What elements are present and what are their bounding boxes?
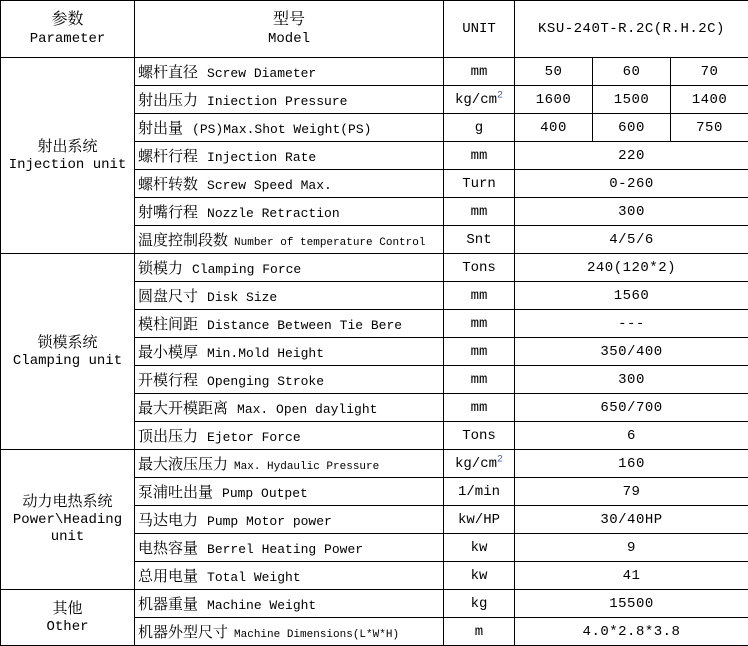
- param-label-cell: [135, 506, 444, 534]
- unit-cell: 1/min: [444, 478, 515, 506]
- value-cell-1: 60: [593, 58, 671, 86]
- header-model-zh: 型号: [135, 10, 443, 30]
- value-cell-0: 50: [515, 58, 593, 86]
- value-cell-merged: 4.0*2.8*3.8: [515, 618, 748, 646]
- table-row-injection-unit-0: [1, 58, 748, 86]
- group-cell-clamping-unit: [1, 254, 135, 450]
- table-row-power-heating-unit-0: [1, 450, 748, 478]
- value-cell-merged: 6: [515, 422, 748, 450]
- unit-superscript: 2: [497, 454, 503, 465]
- param-label-en: Distance Between Tie Bere: [207, 318, 402, 333]
- unit-cell: kw: [444, 562, 515, 590]
- value-cell-merged: 79: [515, 478, 748, 506]
- param-label-cell: [135, 226, 444, 254]
- param-label-cell: [135, 170, 444, 198]
- param-label-en: Machine Dimensions(L*W*H): [234, 629, 399, 641]
- value-cell-merged: 650/700: [515, 394, 748, 422]
- unit-cell: kw/HP: [444, 506, 515, 534]
- param-label-cell: [135, 58, 444, 86]
- param-label-cell: [135, 394, 444, 422]
- unit-cell: $kg/cm^2$: [444, 450, 515, 478]
- param-label-en: (PS)Max.Shot Weight(PS): [192, 122, 371, 137]
- param-label-zh: 顶出压力: [138, 429, 198, 446]
- value-cell-merged: 1560: [515, 282, 748, 310]
- unit-cell: Tons: [444, 254, 515, 282]
- unit-cell: mm: [444, 282, 515, 310]
- param-label-en: Openging Stroke: [207, 374, 324, 389]
- param-label-cell: [135, 142, 444, 170]
- param-label-en: Max. Open daylight: [237, 402, 377, 417]
- value-cell-merged: 15500: [515, 590, 748, 618]
- param-label-zh: 射嘴行程: [138, 205, 198, 222]
- group-cell-power-heating-unit: [1, 450, 135, 590]
- group-label-zh: 锁模系统: [1, 334, 134, 353]
- value-cell-merged: 220: [515, 142, 748, 170]
- param-label-en: Berrel Heating Power: [207, 542, 363, 557]
- value-cell-2: 750: [671, 114, 748, 142]
- header-parameter-cell: [1, 1, 135, 58]
- param-label-cell: [135, 254, 444, 282]
- value-cell-1: 600: [593, 114, 671, 142]
- param-label-en: Pump Outpet: [222, 486, 308, 501]
- unit-cell: $kg/cm^2$: [444, 86, 515, 114]
- param-label-zh: 总用电量: [138, 569, 198, 586]
- group-label-zh: 射出系统: [1, 138, 134, 157]
- unit-cell: mm: [444, 198, 515, 226]
- value-cell-merged: 160: [515, 450, 748, 478]
- value-cell-merged: 300: [515, 366, 748, 394]
- unit-cell: Snt: [444, 226, 515, 254]
- group-label-en: Other: [1, 619, 134, 636]
- param-label-zh: 锁模力: [138, 261, 183, 278]
- param-label-cell: [135, 422, 444, 450]
- header-model-value-cell: KSU-240T-R.2C(R.H.2C): [515, 1, 748, 58]
- param-label-en: Injection Rate: [207, 150, 316, 165]
- table-row-clamping-unit-0: [1, 254, 748, 282]
- param-label-zh: 机器外型尺寸: [138, 625, 228, 642]
- param-label-zh: 机器重量: [138, 597, 198, 614]
- group-label-en: Clamping unit: [1, 353, 134, 370]
- param-label-en: Iniection Pressure: [207, 94, 347, 109]
- value-cell-1: 1500: [593, 86, 671, 114]
- group-label-zh: 动力电热系统: [1, 493, 134, 512]
- header-parameter-en: Parameter: [1, 30, 134, 48]
- unit-cell: g: [444, 114, 515, 142]
- param-label-cell: [135, 198, 444, 226]
- value-cell-merged: 9: [515, 534, 748, 562]
- table-row-other-0: [1, 590, 748, 618]
- group-cell-injection-unit: [1, 58, 135, 254]
- unit-cell: kw: [444, 534, 515, 562]
- param-label-en: Ejetor Force: [207, 430, 301, 445]
- param-label-zh: 螺杆行程: [138, 149, 198, 166]
- param-label-cell: [135, 366, 444, 394]
- unit-cell: mm: [444, 394, 515, 422]
- unit-cell: Turn: [444, 170, 515, 198]
- unit-cell: kg: [444, 590, 515, 618]
- param-label-cell: [135, 282, 444, 310]
- value-cell-merged: 41: [515, 562, 748, 590]
- unit-cell: Tons: [444, 422, 515, 450]
- param-label-zh: 最大液压压力: [138, 457, 228, 474]
- unit-cell: mm: [444, 338, 515, 366]
- value-cell-merged: 300: [515, 198, 748, 226]
- value-cell-0: 400: [515, 114, 593, 142]
- param-label-cell: [135, 590, 444, 618]
- param-label-cell: [135, 338, 444, 366]
- value-cell-merged: ---: [515, 310, 748, 338]
- unit-cell: mm: [444, 142, 515, 170]
- param-label-zh: 射出压力: [138, 93, 198, 110]
- param-label-en: Disk Size: [207, 290, 277, 305]
- param-label-en: Pump Motor power: [207, 514, 332, 529]
- param-label-cell: [135, 478, 444, 506]
- header-row: [1, 1, 748, 58]
- param-label-cell: [135, 562, 444, 590]
- param-label-en: Screw Diameter: [207, 66, 316, 81]
- header-model-cell: [135, 1, 444, 58]
- header-unit-cell: UNIT: [444, 1, 515, 58]
- value-cell-merged: 30/40HP: [515, 506, 748, 534]
- param-label-zh: 螺杆转数: [138, 177, 198, 194]
- param-label-en: Max. Hydaulic Pressure: [234, 461, 379, 473]
- unit-superscript: 2: [497, 90, 503, 101]
- header-parameter-zh: 参数: [1, 10, 134, 30]
- unit-cell: mm: [444, 310, 515, 338]
- group-label-zh: 其他: [1, 600, 134, 619]
- param-label-zh: 马达电力: [138, 513, 198, 530]
- param-label-cell: [135, 534, 444, 562]
- param-label-zh: 电热容量: [138, 541, 198, 558]
- unit-cell: mm: [444, 58, 515, 86]
- param-label-zh: 泵浦吐出量: [138, 485, 213, 502]
- param-label-zh: 最小模厚: [138, 345, 198, 362]
- param-label-zh: 最大开模距离: [138, 401, 228, 418]
- param-label-cell: [135, 450, 444, 478]
- param-label-en: Total Weight: [207, 570, 301, 585]
- value-cell-merged: 0-260: [515, 170, 748, 198]
- param-label-cell: [135, 86, 444, 114]
- param-label-zh: 模柱间距: [138, 317, 198, 334]
- param-label-cell: [135, 618, 444, 646]
- group-cell-other: [1, 590, 135, 646]
- param-label-en: Min.Mold Height: [207, 346, 324, 361]
- param-label-cell: [135, 310, 444, 338]
- value-cell-2: 70: [671, 58, 748, 86]
- param-label-en: Clamping Force: [192, 262, 301, 277]
- param-label-zh: 温度控制段数: [138, 233, 228, 250]
- group-label-en: Power\Heading unit: [1, 512, 134, 546]
- value-cell-2: 1400: [671, 86, 748, 114]
- unit-cell: mm: [444, 366, 515, 394]
- param-label-zh: 射出量: [138, 121, 183, 138]
- value-cell-0: 1600: [515, 86, 593, 114]
- param-label-en: Nozzle Retraction: [207, 206, 340, 221]
- param-label-zh: 开模行程: [138, 373, 198, 390]
- param-label-en: Machine Weight: [207, 598, 316, 613]
- group-label-en: Injection unit: [1, 157, 134, 174]
- header-model-en: Model: [135, 30, 443, 48]
- param-label-en: Number of temperature Control: [234, 237, 425, 249]
- param-label-zh: 圆盘尺寸: [138, 289, 198, 306]
- value-cell-merged: 350/400: [515, 338, 748, 366]
- value-cell-merged: 240(120*2): [515, 254, 748, 282]
- value-cell-merged: 4/5/6: [515, 226, 748, 254]
- spec-table-body: [1, 58, 748, 646]
- unit-cell: m: [444, 618, 515, 646]
- param-label-zh: 螺杆直径: [138, 65, 198, 82]
- param-label-en: Screw Speed Max.: [207, 178, 332, 193]
- param-label-cell: [135, 114, 444, 142]
